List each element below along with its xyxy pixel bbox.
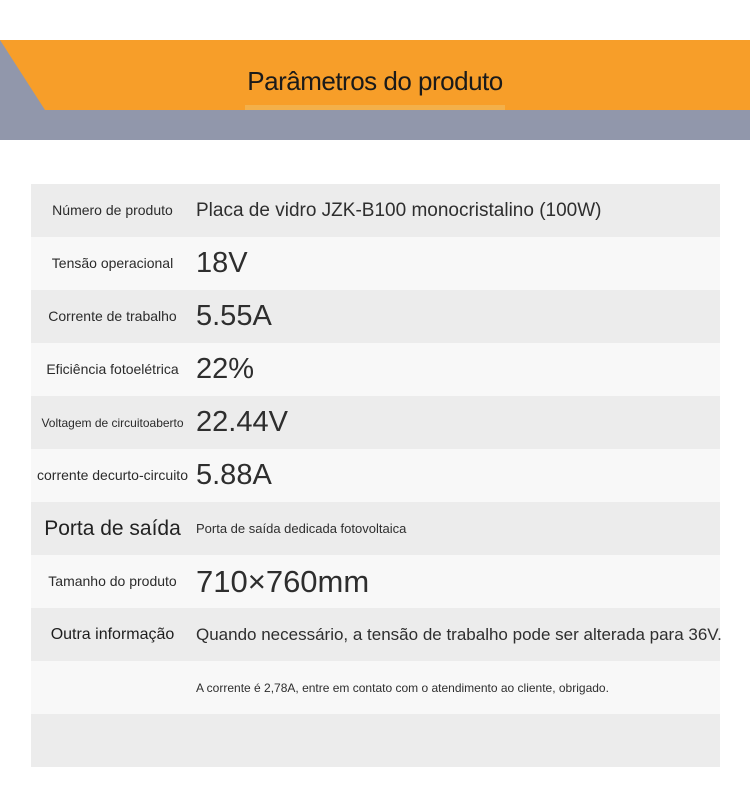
row-label: Corrente de trabalho [48, 308, 177, 324]
row-value: 5.55A [196, 300, 272, 332]
row-label [31, 396, 194, 449]
row-label-line: curto-circuito [107, 467, 188, 483]
row-value: 22.44V [196, 406, 288, 438]
row-value: Placa de vidro JZK-B100 monocristalino (100W) [196, 199, 602, 221]
page-title: Parâmetros do produto [247, 66, 503, 96]
row-value: A corrente é 2,78A, entre em contato com o atendimento ao cliente, obrigado. [196, 680, 609, 695]
table-row [31, 343, 720, 396]
row-label [31, 661, 194, 714]
row-label [31, 449, 194, 502]
table-row [31, 449, 720, 502]
row-value: 5.88A [196, 459, 272, 491]
row-value: 710×760mm [196, 563, 370, 599]
row-value: Quando necessário, a tensão de trabalho pode ser alterada para 36V. [196, 624, 722, 644]
row-label-line: aberto [149, 415, 184, 430]
row-value: 22% [196, 353, 255, 385]
row-label: Número de produto [52, 202, 173, 218]
table-row [31, 502, 720, 555]
row-value: Porta de saída dedicada fotovoltaica [196, 521, 407, 536]
table-row [31, 396, 720, 449]
table-row-empty [31, 714, 720, 767]
table-row [31, 290, 720, 343]
row-value: 18V [196, 247, 248, 279]
row-label: Tamanho do produto [48, 573, 177, 589]
table-row [31, 661, 720, 714]
header-banner [0, 40, 750, 140]
row-label-line: Voltagem de circuito [41, 415, 150, 430]
table-row [31, 237, 720, 290]
row-label: Tensão operacional [51, 255, 174, 271]
row-label: Porta de saída [44, 516, 181, 540]
table-row [31, 608, 720, 661]
row-label: Eficiência fotoelétrica [46, 361, 179, 377]
row-label: Outra informação [50, 625, 175, 643]
row-label-line: corrente de [37, 467, 108, 483]
table-row [31, 555, 720, 608]
table-row [31, 184, 720, 237]
parameters-table [31, 184, 720, 767]
